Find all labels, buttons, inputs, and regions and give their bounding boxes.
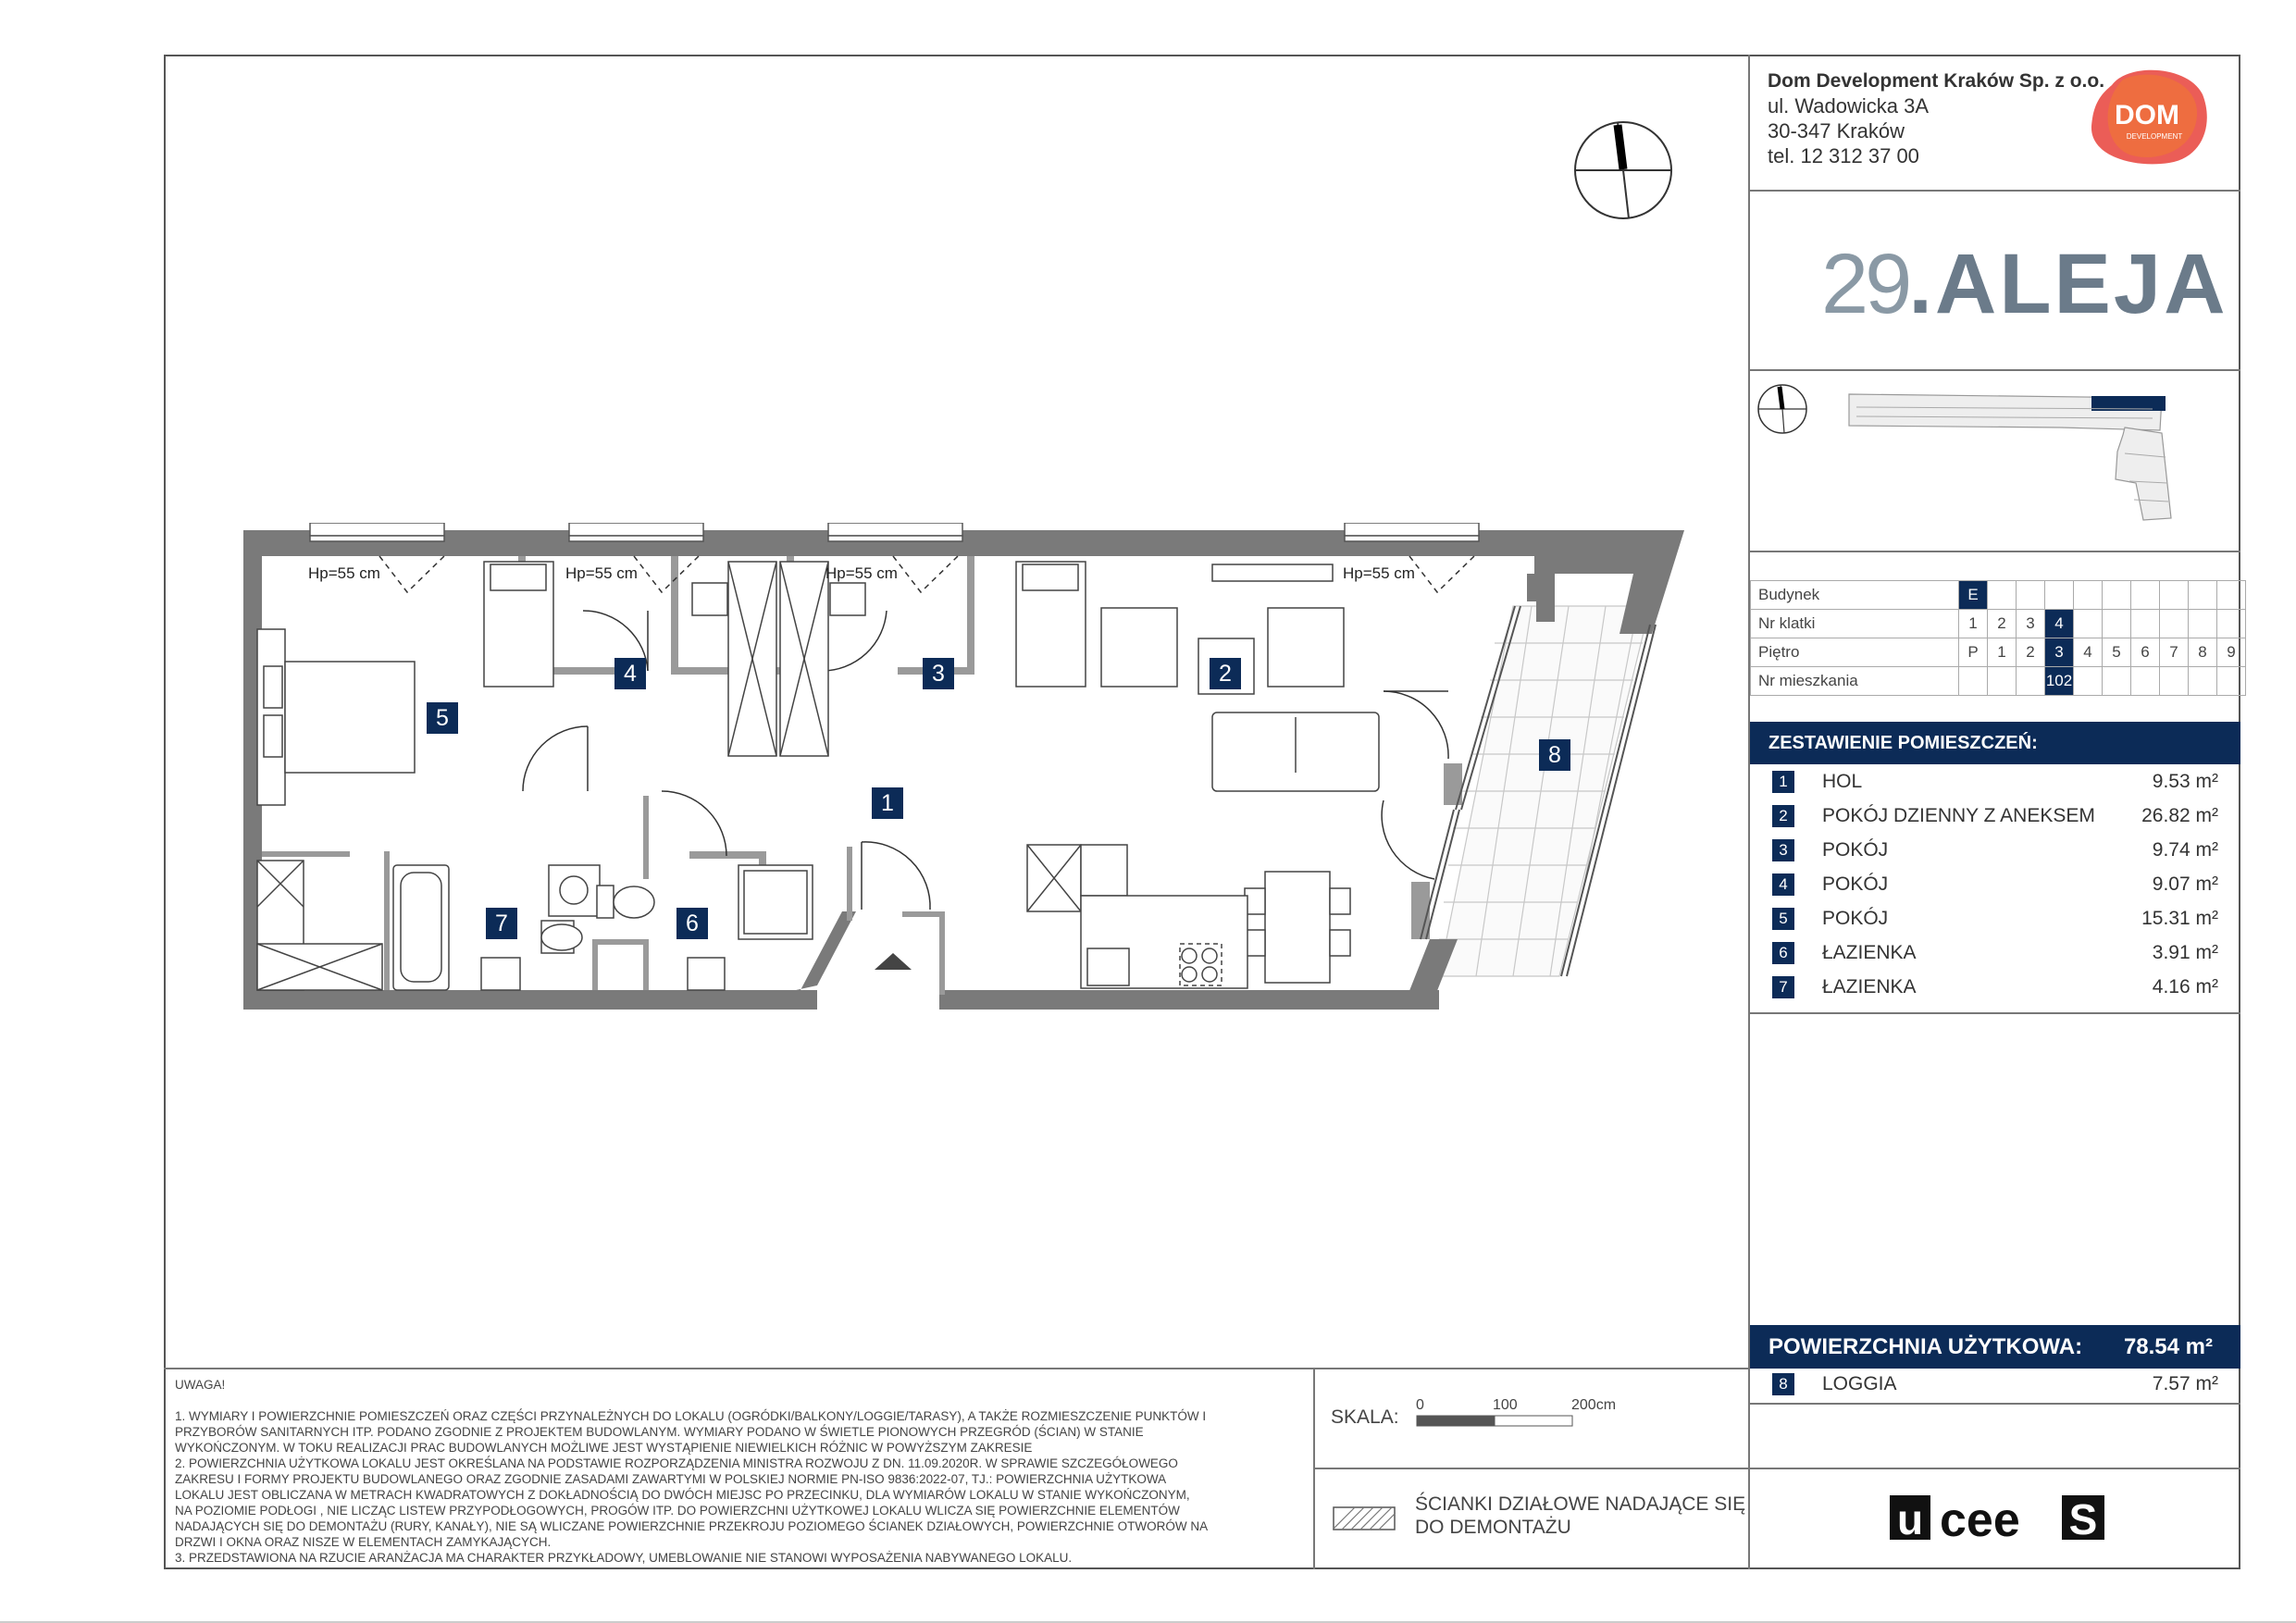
ucees-logo [1888, 1492, 2110, 1543]
location-row [1751, 667, 2246, 696]
window-note: Hp=55 cm [308, 564, 380, 582]
notes-line: ZAKRESU I FORMY PROJEKTU BUDOWLANEGO ORAZ ZGODNIE ZASADAMI ZAWARTYMI W POLSKIEJ NORMIE PN-ISO 9836:2022-07, TJ.: POWIERZCHNIA UŻYTKOWA [175, 1472, 1167, 1486]
svg-text:S: S [2068, 1495, 2098, 1543]
notes-title: UWAGA! [175, 1378, 226, 1392]
location-cell [2189, 610, 2217, 638]
notes-line: 2. POWIERZCHNIA UŻYTKOWA LOKALU JEST OKREŚLANA NA PODSTAWIE ROZPORZĄDZENIA MINISTRA ROZWOJU Z DN. 11.09.2020R. W SPRAWIE SZCZEGÓŁOWEGO [175, 1456, 1178, 1470]
location-cell [2103, 610, 2131, 638]
location-cell [1988, 581, 2017, 610]
room-area: 9.74 m² [2152, 839, 2218, 861]
location-label: Nr klatki [1751, 610, 1959, 638]
location-cell: 7 [2160, 638, 2189, 667]
demolition-hatch-icon [1333, 1506, 1396, 1530]
room-row-loggia [1750, 1369, 2240, 1403]
company-name: Dom Development Kraków Sp. z o.o. [1768, 70, 2105, 92]
room-area: 26.82 m² [2141, 805, 2218, 826]
location-cell [2103, 581, 2131, 610]
room-number: 5 [1772, 908, 1794, 930]
room-row [1750, 972, 2240, 1006]
scale-tick-200: 200cm [1571, 1397, 1617, 1413]
room-name: POKÓJ [1822, 908, 1889, 929]
room-number: 6 [1772, 942, 1794, 964]
plan-room-5: 5 [427, 702, 458, 734]
window-note: Hp=55 cm [825, 564, 898, 582]
room-row [1750, 835, 2240, 869]
room-number: 8 [1772, 1373, 1794, 1395]
room-row [1750, 903, 2240, 937]
project-logo-name: .ALEJA [1908, 237, 2228, 331]
room-name: HOL [1822, 771, 1863, 792]
room-area: 4.16 m² [2152, 976, 2218, 997]
location-cell: 5 [2103, 638, 2131, 667]
company-city: 30-347 Kraków [1768, 119, 1905, 142]
location-cell [2103, 667, 2131, 696]
svg-text:cee: cee [1940, 1493, 2020, 1543]
notes-line: WYKOŃCZONYM. W TOKU REALIZACJI PRAC BUDOWLANYCH MOŻLIWE JEST WYSTĄPIENIE NIEWIELKICH RÓŻNIC W POWYŻSZYM ZAKRESIE [175, 1441, 1033, 1455]
plan-room-1: 1 [872, 787, 903, 819]
location-cell [2074, 610, 2103, 638]
location-row [1751, 638, 2246, 667]
window-note: Hp=55 cm [1343, 564, 1415, 582]
room-row [1750, 869, 2240, 903]
notes-line: NADAJĄCYCH SIĘ DO DEMONTAŻU (RURY, KANAŁY), NIE SĄ WLICZANE POWIERZCHNIE PRZEKROJU POZIOMEGO ŚCIANEK DZIAŁOWYCH, POWIERZCHNIE OTWORÓW NA [175, 1519, 1209, 1533]
plan-room-4: 4 [614, 658, 646, 689]
panel-line [1748, 1012, 2240, 1014]
location-cell: 3 [2017, 610, 2045, 638]
project-logo [1821, 236, 2228, 333]
notes-divider [164, 1368, 1750, 1369]
scale-tick-0: 0 [1416, 1397, 1424, 1413]
demolition-legend [1415, 1493, 1745, 1539]
location-cell [2131, 610, 2160, 638]
room-name: ŁAZIENKA [1822, 942, 1917, 963]
location-cell [2189, 581, 2217, 610]
notes-line: 1. WYMIARY I POWIERZCHNIE POMIESZCZEŃ ORAZ CZĘŚCI PRZYNALEŻNYCH DO LOKALU (OGRÓDKI/BALKONY/LOGGIE/TARASY), A TAKŻE ROZMIESZCZENIE PUNKTÓW I [175, 1409, 1207, 1423]
location-cell [2217, 667, 2246, 696]
key-plan [1755, 379, 2236, 546]
location-cell [2217, 610, 2246, 638]
room-name: POKÓJ DZIENNY Z ANEKSEM [1822, 805, 2095, 826]
scale-tick-100: 100 [1493, 1397, 1518, 1413]
total-area [1750, 1325, 2240, 1369]
location-label: Nr mieszkania [1751, 667, 1959, 696]
floor-plan [236, 523, 1698, 1022]
location-cell [1959, 667, 1988, 696]
dom-development-logo [2086, 67, 2212, 168]
plan-room-8: 8 [1539, 739, 1570, 771]
room-number: 7 [1772, 976, 1794, 998]
demolition-line1: ŚCIANKI DZIAŁOWE NADAJĄCE SIĘ [1415, 1493, 1746, 1515]
company-street: ul. Wadowicka 3A [1768, 94, 1930, 118]
scale-bar [1416, 1415, 1575, 1428]
room-area: 15.31 m² [2141, 908, 2218, 929]
panel-line [1748, 190, 2240, 192]
room-number: 3 [1772, 839, 1794, 861]
location-cell: 4 [2045, 610, 2074, 638]
room-row [1750, 800, 2240, 835]
room-row [1750, 766, 2240, 800]
location-cell: 102 [2045, 667, 2074, 696]
svg-text:u: u [1896, 1495, 1924, 1543]
location-cell [2160, 610, 2189, 638]
location-cell: 9 [2217, 638, 2246, 667]
location-label: Budynek [1751, 581, 1959, 610]
location-row [1751, 610, 2246, 638]
notes-line: LOKALU JEST OBLICZANA W METRACH KWADRATOWYCH Z DOKŁADNOŚCIĄ DO DWÓCH MIEJSC PO PRZECINKU, DLA WYMIARÓW LOKALU W STANIE WYKOŃCZONYM, [175, 1488, 1190, 1502]
location-cell [2017, 667, 2045, 696]
room-name: POKÓJ [1822, 873, 1889, 895]
room-name: ŁAZIENKA [1822, 976, 1917, 997]
location-cell: 2 [2017, 638, 2045, 667]
north-compass-icon [1569, 116, 1678, 225]
location-cell [2217, 581, 2246, 610]
location-cell: 3 [2045, 638, 2074, 667]
total-value: 78.54 m² [2123, 1334, 2213, 1359]
company-info [1768, 68, 2104, 168]
location-cell [2189, 667, 2217, 696]
panel-line [1748, 369, 2240, 371]
logo-text: DOM [2115, 100, 2179, 130]
location-cell [2131, 667, 2160, 696]
notes-line: 3. PRZEDSTAWIONA NA RZUCIE ARANŻACJA MA CHARAKTER PRZYKŁADOWY, UMEBLOWANIE NIE STANOWI WYPOSAŻENIA NABYWANEGO LOKALU. [175, 1551, 1073, 1565]
room-area: 9.07 m² [2152, 873, 2218, 895]
room-row [1750, 937, 2240, 972]
room-number: 1 [1772, 771, 1794, 793]
logo-sub: DEVELOPMENT [2126, 132, 2183, 141]
total-label: POWIERZCHNIA UŻYTKOWA: [1769, 1334, 2083, 1359]
location-cell: 2 [1988, 610, 2017, 638]
rooms-header: ZESTAWIENIE POMIESZCZEŃ: [1750, 722, 2240, 764]
building-outline [1849, 394, 2171, 520]
scale-demo-divider [1313, 1468, 1750, 1469]
room-area: 7.57 m² [2152, 1373, 2218, 1394]
room-number: 2 [1772, 805, 1794, 827]
location-cell [1988, 667, 2017, 696]
room-area: 3.91 m² [2152, 942, 2218, 963]
plan-room-2: 2 [1210, 658, 1241, 689]
project-logo-number: 29 [1821, 237, 1909, 331]
room-name: LOGGIA [1822, 1373, 1897, 1394]
key-compass-icon [1758, 385, 1806, 433]
notes [175, 1377, 1295, 1566]
location-table [1750, 580, 2246, 696]
loggia-floor [1439, 606, 1650, 976]
entrance-arrow-icon [875, 953, 912, 970]
plan-room-6: 6 [676, 908, 708, 939]
window-note: Hp=55 cm [565, 564, 638, 582]
location-cell [2131, 581, 2160, 610]
location-cell: 6 [2131, 638, 2160, 667]
location-cell [2160, 667, 2189, 696]
plan-room-7: 7 [486, 908, 517, 939]
room-name: POKÓJ [1822, 839, 1889, 861]
notes-line: NA POZIOMIE PODŁOGI , NIE LICZĄC LISTEW PRZYPODŁOGOWYCH, PROGÓW ITP. DO POWIERZCHNI UŻYTKOWEJ LOKALU WLICZA SIĘ POWIERZCHNIE ELEMENTÓW [175, 1504, 1180, 1518]
location-cell [2045, 581, 2074, 610]
location-row [1751, 581, 2246, 610]
scale-label: SKALA: [1331, 1406, 1399, 1428]
location-cell [2074, 667, 2103, 696]
location-cell [2074, 581, 2103, 610]
panel-line [1748, 551, 2240, 552]
panel-line [1748, 1468, 2240, 1469]
location-cell: E [1959, 581, 1988, 610]
location-cell [2017, 581, 2045, 610]
room-area: 9.53 m² [2152, 771, 2218, 792]
furniture [257, 562, 1379, 990]
notes-line: DRZWI I OKNA ORAZ NISZE W ELEMENTACH ZAMYKAJĄCYCH. [175, 1535, 552, 1549]
demolition-line2: DO DEMONTAŻU [1415, 1517, 1571, 1538]
room-number: 4 [1772, 873, 1794, 896]
location-cell: P [1959, 638, 1988, 667]
location-label: Piętro [1751, 638, 1959, 667]
location-cell: 4 [2074, 638, 2103, 667]
location-cell: 1 [1959, 610, 1988, 638]
location-cell: 1 [1988, 638, 2017, 667]
panel-line [1748, 1403, 2240, 1405]
notes-line: PRZYBORÓW SANITARNYCH ITP. PODANO ZGODNIE Z PROJEKTEM BUDOWLANYM. WYMIARY PODANO W ŚWIETLE PIONOWYCH PRZEGRÓD (ŚCIAN) W STANIE [175, 1425, 1144, 1439]
company-phone: tel. 12 312 37 00 [1768, 144, 1919, 167]
plan-room-3: 3 [923, 658, 954, 689]
location-cell: 8 [2189, 638, 2217, 667]
location-cell [2160, 581, 2189, 610]
